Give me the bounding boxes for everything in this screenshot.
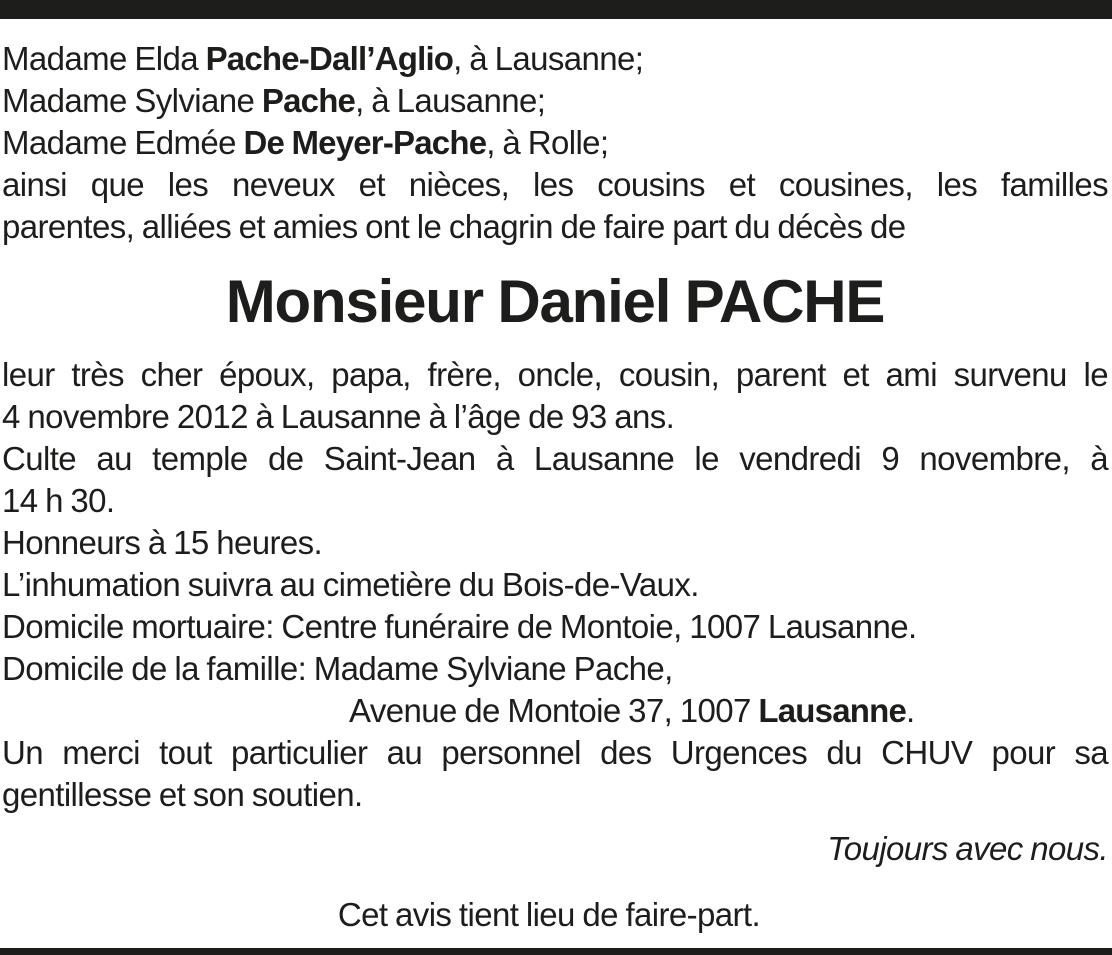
bottom-rule xyxy=(0,948,1112,955)
top-rule xyxy=(0,0,1112,19)
honours-line: Honneurs à 15 heures. xyxy=(2,524,323,561)
intro-line-1: ainsi que les neveux et nièces, les cousins et cousines, les familles xyxy=(2,166,1108,203)
mortuary-line: Domicile mortuaire: Centre funéraire de Montoie, 1007 Lausanne. xyxy=(2,608,917,645)
bio-line-1: leur très cher époux, papa, frère, oncle, cousin, parent et ami survenu le xyxy=(2,356,1108,393)
family-name-1: Pache-Dall’Aglio xyxy=(205,40,454,77)
closing-phrase: Toujours avec nous. xyxy=(827,830,1108,867)
service-line-2: 14 h 30. xyxy=(2,482,115,519)
service-line-1: Culte au temple de Saint-Jean à Lausanne le vendredi 9 novembre, à xyxy=(2,440,1108,477)
bio-line-2: 4 novembre 2012 à Lausanne à l’âge de 93 ans. xyxy=(2,398,675,435)
obituary-notice xyxy=(2,38,1108,936)
family-home-line-2: Avenue de Montoie 37, 1007 Lausanne. xyxy=(349,692,915,729)
family-home-city: Lausanne xyxy=(758,692,907,729)
footer-note: Cet avis tient lieu de faire-part. xyxy=(337,896,761,933)
intro-line-2: parentes, alliées et amies ont le chagrin de faire part du décès de xyxy=(2,208,906,245)
family-home-line-1: Domicile de la famille: Madame Sylviane Pache, xyxy=(2,650,673,687)
family-line-3: Madame Edmée De Meyer-Pache, à Rolle; xyxy=(2,124,609,161)
family-name-2: Pache xyxy=(261,82,356,119)
thanks-line-2: gentillesse et son soutien. xyxy=(2,776,363,813)
family-line-2: Madame Sylviane Pache, à Lausanne; xyxy=(2,82,546,119)
deceased-name: Monsieur Daniel PACHE xyxy=(225,268,885,335)
burial-line: L’inhumation suivra au cimetière du Bois-de-Vaux. xyxy=(2,566,699,603)
thanks-line-1: Un merci tout particulier au personnel des Urgences du CHUV pour sa xyxy=(2,734,1108,771)
family-name-3: De Meyer-Pache xyxy=(243,124,487,161)
family-line-1: Madame Elda Pache-Dall’Aglio, à Lausanne; xyxy=(2,40,644,77)
